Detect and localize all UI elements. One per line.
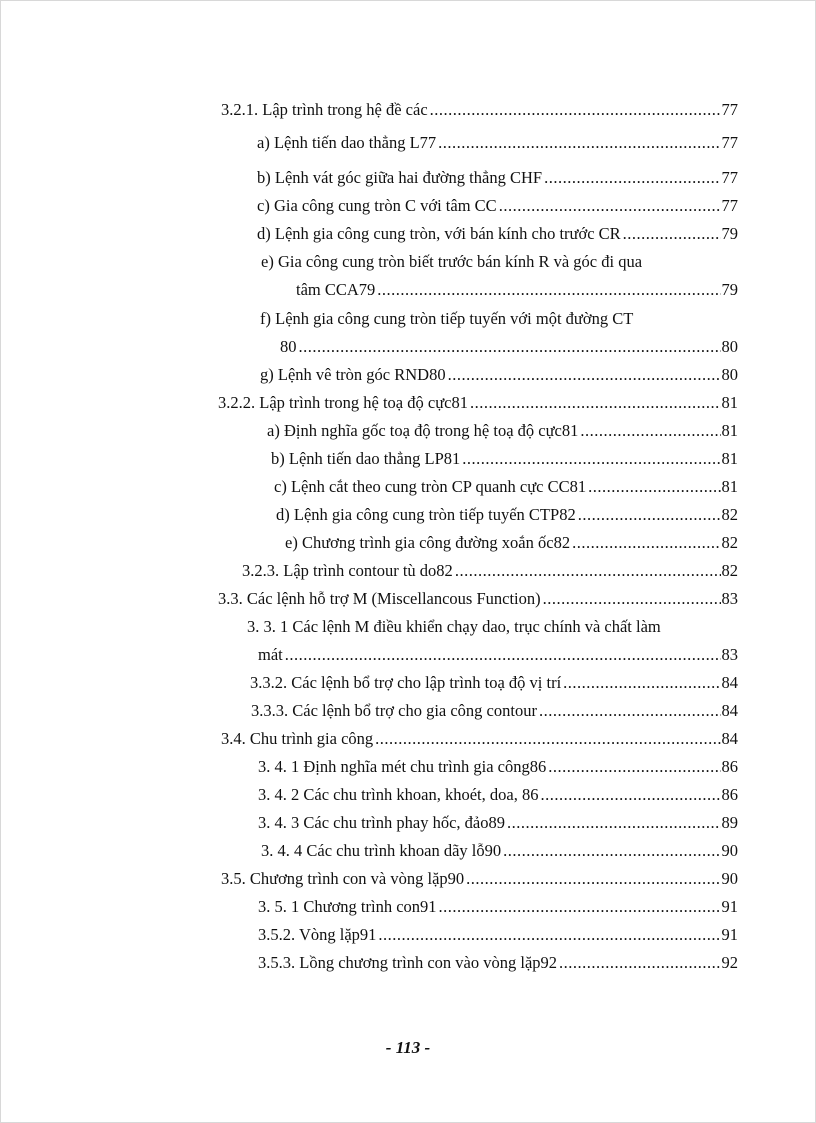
toc-entry[interactable] — [258, 753, 738, 781]
toc-leader — [540, 781, 720, 809]
toc-entry-title: 3.2.1. Lập trình trong hệ đề các — [221, 100, 428, 119]
toc-leader — [563, 669, 720, 697]
toc-entry-page: 91 — [721, 897, 738, 916]
toc-entry[interactable] — [276, 501, 738, 529]
toc-entry[interactable] — [258, 809, 738, 837]
toc-entry-page: 77 — [721, 100, 738, 119]
toc-entry[interactable] — [280, 333, 738, 361]
toc-entry-title: 3. 4. 4 Các chu trình khoan dãy lỗ90 — [261, 841, 502, 860]
toc-entry-title: 3.3. Các lệnh hỗ trợ M (Miscellancous Function) — [218, 589, 541, 608]
toc-entry-title: f) Lệnh gia công cung tròn tiếp tuyến với một đường CT — [260, 309, 634, 328]
toc-entry-title: b) Lệnh tiến dao thẳng LP81 — [271, 449, 461, 468]
toc-entry[interactable] — [221, 865, 738, 893]
toc-leader — [580, 417, 720, 445]
toc-entry-title: 3.2.2. Lập trình trong hệ toạ độ cực81 — [218, 393, 468, 412]
toc-leader — [544, 164, 720, 192]
toc-entry-page: 77 — [721, 133, 738, 152]
toc-leader — [438, 129, 720, 157]
toc-entry-page: 82 — [721, 533, 738, 552]
toc-leader — [378, 921, 720, 949]
toc-entry-page: 83 — [721, 645, 738, 664]
toc-leader — [623, 220, 721, 248]
toc-entry-page: 89 — [721, 813, 738, 832]
toc-entry-page: 77 — [721, 168, 738, 187]
toc-entry-page: 90 — [721, 841, 738, 860]
toc-leader — [430, 96, 721, 124]
toc-entry[interactable] — [296, 276, 738, 304]
toc-entry-title: a) Định nghĩa gốc toạ độ trong hệ toạ độ cực81 — [267, 421, 579, 440]
toc-entry-wrapped[interactable] — [261, 248, 738, 276]
toc-entry-title: 3.5.3. Lồng chương trình con vào vòng lặp92 — [258, 953, 558, 972]
toc-entry-title: c) Lệnh cắt theo cung tròn CP quanh cực CC81 — [274, 477, 587, 496]
toc-leader — [466, 865, 720, 893]
toc-entry-page: 86 — [721, 757, 738, 776]
toc-leader — [448, 361, 721, 389]
toc-entry-page: 84 — [721, 729, 738, 748]
toc-leader — [539, 697, 721, 725]
toc-entry-wrapped[interactable] — [260, 305, 738, 333]
toc-leader — [377, 276, 720, 304]
toc-entry-page: 81 — [721, 449, 738, 468]
toc-leader — [543, 585, 721, 613]
toc-entry-title: 3.5. Chương trình con và vòng lặp90 — [221, 869, 465, 888]
toc-entry[interactable] — [258, 641, 738, 669]
toc-entry-title: 3. 4. 3 Các chu trình phay hốc, đảo89 — [258, 813, 505, 832]
toc-entry-page: 81 — [721, 393, 738, 412]
toc-entry-title: d) Lệnh gia công cung tròn tiếp tuyến CTP82 — [276, 505, 576, 524]
toc-leader — [588, 473, 720, 501]
toc-entry-page: 82 — [721, 561, 738, 580]
toc-entry-title: a) Lệnh tiến dao thẳng L77 — [257, 133, 437, 152]
toc-entry[interactable] — [258, 949, 738, 977]
toc-entry-page: 77 — [721, 196, 738, 215]
toc-entry[interactable] — [242, 557, 738, 585]
toc-entry[interactable] — [218, 585, 738, 613]
toc-leader — [462, 445, 720, 473]
toc-leader — [470, 389, 721, 417]
toc-entry[interactable] — [250, 669, 738, 697]
toc-entry-title: 3.2.3. Lập trình contour tù do82 — [242, 561, 453, 580]
toc-entry-title: mát — [258, 645, 283, 664]
toc-leader — [507, 809, 721, 837]
toc-entry-title: 3.3.3. Các lệnh bổ trợ cho gia công contour — [251, 701, 537, 720]
toc-entry-page: 80 — [721, 365, 738, 384]
page-number: - 113 - — [385, 1038, 431, 1057]
toc-entry-page: 84 — [721, 701, 738, 720]
toc-entry-title: 3.5.2. Vòng lặp91 — [258, 925, 377, 944]
toc-entry[interactable] — [218, 389, 738, 417]
toc-entry-page: 83 — [721, 589, 738, 608]
toc-entry-title: b) Lệnh vát góc giữa hai đường thẳng CHF — [257, 168, 543, 187]
toc-leader — [578, 501, 721, 529]
toc-entry[interactable] — [251, 697, 738, 725]
toc-entry-page: 90 — [721, 869, 738, 888]
toc-entry-title: 3.3.2. Các lệnh bổ trợ cho lập trình toạ độ vị trí — [250, 673, 562, 692]
toc-leader — [572, 529, 720, 557]
toc-entry[interactable] — [274, 473, 738, 501]
toc-entry-page: 79 — [721, 224, 738, 243]
toc-entry-title: c) Gia công cung tròn C với tâm CC — [257, 196, 497, 215]
toc-entry-page: 82 — [721, 505, 738, 524]
toc-leader — [285, 641, 721, 669]
toc-entry-page: 92 — [721, 953, 738, 972]
toc-entry[interactable] — [260, 361, 738, 389]
toc-entry[interactable] — [285, 529, 738, 557]
toc-entry-page: 81 — [721, 421, 738, 440]
toc-entry-page: 79 — [721, 280, 738, 299]
toc-entry-page: 84 — [721, 673, 738, 692]
toc-entry[interactable] — [257, 129, 738, 157]
toc-leader — [503, 837, 720, 865]
toc-leader — [499, 192, 721, 220]
toc-entry-title: e) Chương trình gia công đường xoắn ốc82 — [285, 533, 571, 552]
toc-entry-title: 3.4. Chu trình gia công — [221, 729, 374, 748]
toc-entry[interactable] — [221, 96, 738, 124]
toc-entry-title: g) Lệnh vê tròn góc RND80 — [260, 365, 446, 384]
toc-entry-title: 80 — [280, 337, 297, 356]
toc-entry-page: 86 — [721, 785, 738, 804]
toc-entry-page: 91 — [721, 925, 738, 944]
toc-entry-page: 80 — [721, 337, 738, 356]
toc-entry[interactable] — [258, 921, 738, 949]
toc-entry-page: 81 — [721, 477, 738, 496]
toc-entry[interactable] — [258, 893, 738, 921]
toc-entry[interactable] — [257, 164, 738, 192]
toc-entry-title: e) Gia công cung tròn biết trước bán kính R và góc đi qua — [261, 252, 643, 271]
toc-entry-title: d) Lệnh gia công cung tròn, với bán kính cho trước CR — [257, 224, 621, 243]
toc-entry-title: 3. 4. 2 Các chu trình khoan, khoét, doa, 86 — [258, 785, 539, 804]
toc-entry-title: 3. 3. 1 Các lệnh M điều khiển chạy dao, trục chính và chất làm — [247, 617, 661, 636]
toc-entry-title: 3. 5. 1 Chương trình con91 — [258, 897, 437, 916]
toc-leader — [559, 949, 720, 977]
toc-leader — [439, 893, 721, 921]
toc-leader — [375, 725, 720, 753]
toc-leader — [455, 557, 721, 585]
toc-entry-title: tâm CCA79 — [296, 280, 376, 299]
toc-leader — [548, 753, 720, 781]
toc-entry-title: 3. 4. 1 Định nghĩa mét chu trình gia công86 — [258, 757, 547, 776]
toc-entry[interactable] — [267, 417, 738, 445]
toc-entry[interactable] — [258, 781, 738, 809]
toc-entry[interactable] — [261, 837, 738, 865]
toc-entry[interactable] — [221, 725, 738, 753]
toc-entry[interactable] — [257, 192, 738, 220]
toc-leader — [299, 333, 721, 361]
toc-entry[interactable] — [271, 445, 738, 473]
toc-entry[interactable] — [257, 220, 738, 248]
toc-entry-wrapped[interactable] — [247, 613, 738, 641]
